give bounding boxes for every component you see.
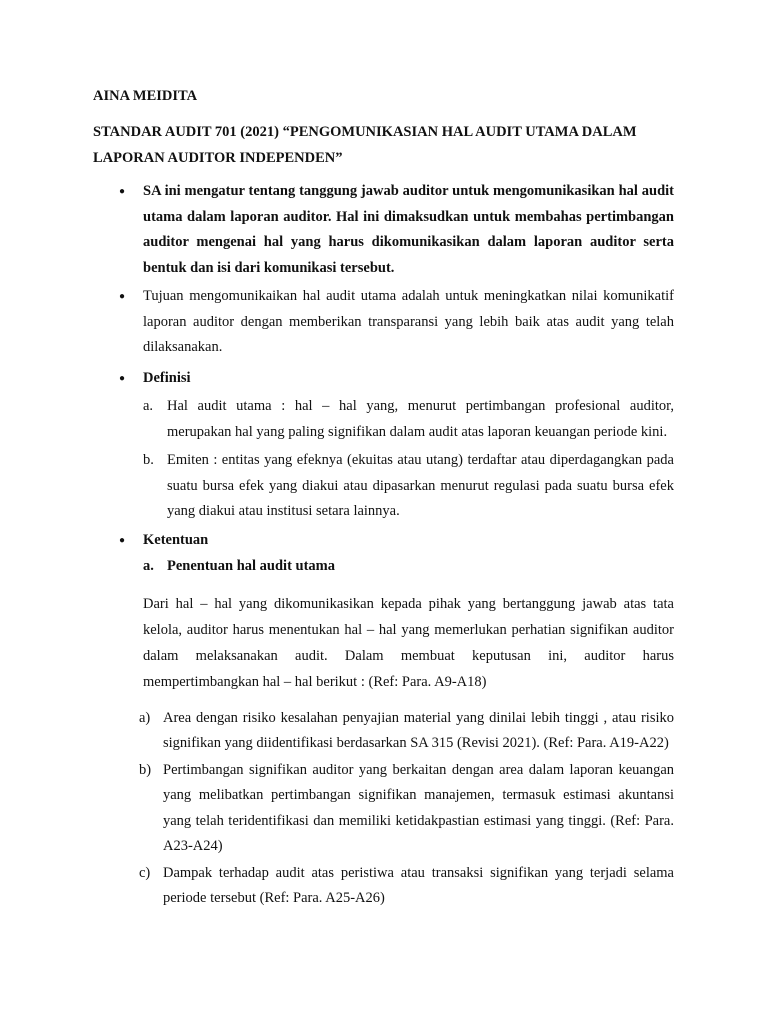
subsection-title: Penentuan hal audit utama [167,558,335,574]
bullet-item [0,179,674,281]
author-name: AINA MEIDITA [93,88,198,104]
document-title: STANDAR AUDIT 701 (2021) “PENGOMUNIKASIAN HAL AUDIT UTAMA DALAM LAPORAN AUDITOR INDEPENDEN” [93,124,637,166]
list-marker: c) [139,864,151,881]
definition-text: Hal audit utama : hal – hal yang, menurut pertimbangan profesional auditor, merupakan hal yang paling signifikan dalam audit atas laporan keuangan periode kini. [167,398,674,440]
list-marker: b) [139,761,152,778]
definition-text: Emiten : entitas yang efeknya (ekuitas atau utang) terdaftar atau diperdagangkan pada suatu bursa efek yang diakui atau dipasarkan menurut regulasi pada suatu bursa efek yang diakui atau institusi setara lainnya. [167,452,674,519]
consideration-text: Area dengan risiko kesalahan penyajian material yang dinilai lebih tinggi , atau risiko signifikan yang diidentifikasi berdasarkan SA 315 (Revisi 2021). (Ref: Para. A19-A22) [163,709,674,751]
consideration-text: Pertimbangan signifikan auditor yang berkaitan dengan area dalam laporan keuangan yang melibatkan pertimbangan signifikan manajemen, termasuk estimasi akuntansi yang telah teridentifikasi dan memiliki ketidakpastian estimasi yang tinggi. (Ref: Para. A23-A24) [163,761,674,854]
bullet-item-ketentuan [0,528,674,554]
bullet-icon: ● [118,186,126,197]
list-marker: a) [139,709,151,726]
considerations-list [0,706,768,912]
bullet-icon: ● [118,534,126,546]
bullet-text: Tujuan mengomunikaikan hal audit utama adalah untuk meningkatkan nilai komunikatif laporan auditor dengan memberikan transparansi yang lebih baik atas audit yang telah dilaksanakan. [143,288,674,355]
bullet-icon: ● [118,372,126,384]
bullet-icon: ● [118,291,126,302]
consideration-item [0,706,674,757]
definisi-list [0,394,768,525]
body-paragraph: Dari hal – hal yang dikomunikasikan kepada pihak yang bertanggung jawab atas tata kelola, auditor harus menentukan hal – hal yang memerlukan perhatian signifikan auditor dalam melaksanakan audit. Dalam membuat keputusan ini, auditor harus mempertimbangkan hal – hal berikut : (Ref: Para. A9-A18) [143,595,674,690]
section-heading: Definisi [143,369,191,386]
bullet-list [0,179,768,912]
section-heading: Ketentuan [143,531,209,548]
consideration-item [0,758,674,860]
list-marker: a. [143,558,154,574]
bullet-item [0,284,674,361]
list-marker: b. [143,452,154,468]
consideration-item [0,861,674,912]
definition-item [0,394,674,445]
consideration-text: Dampak terhadap audit atas peristiwa atau transaksi signifikan yang terjadi selama periode tersebut (Ref: Para. A25-A26) [163,864,674,906]
bullet-text: SA ini mengatur tentang tanggung jawab auditor untuk mengomunikasikan hal audit utama dalam laporan auditor. Hal ini dimaksudkan untuk membahas pertimbangan auditor mengenai hal yang harus dikomunikasikan dalam laporan auditor serta bentuk dan isi dari komunikasi tersebut. [143,183,674,276]
bullet-item-definisi [0,366,674,392]
subsection-heading [0,554,674,580]
list-marker: a. [143,398,154,414]
definition-item [0,448,674,525]
